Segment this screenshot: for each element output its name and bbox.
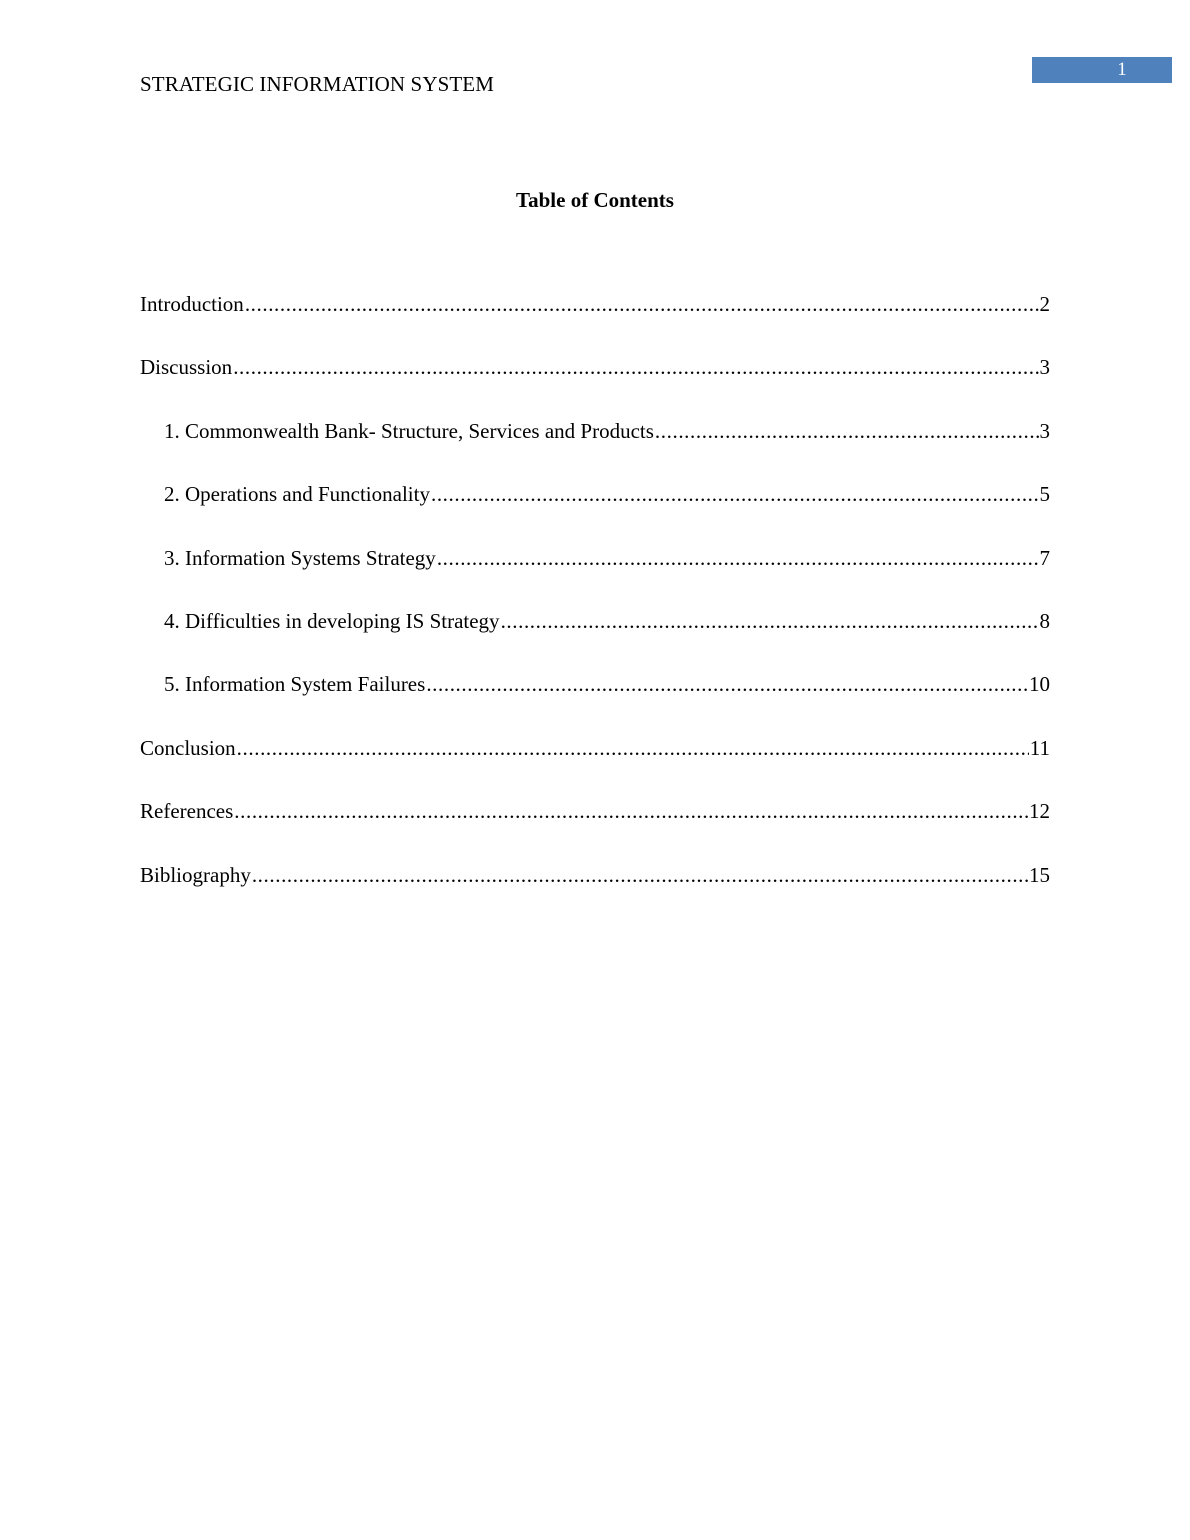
dot-leader xyxy=(437,544,1039,572)
dot-leader xyxy=(245,290,1039,318)
toc-entry-label: References xyxy=(140,799,234,824)
toc-title: Table of Contents xyxy=(516,188,674,212)
toc-entry-conclusion[interactable] xyxy=(140,734,1050,797)
running-header: STRATEGIC INFORMATION SYSTEM xyxy=(140,72,494,96)
toc-entry-label: 1. Commonwealth Bank- Structure, Services and Products xyxy=(164,418,654,443)
toc-entry-page: 5 xyxy=(1039,482,1050,507)
toc-entry-label: 3. Information Systems Strategy xyxy=(164,545,436,570)
dot-leader xyxy=(431,480,1039,508)
dot-leader xyxy=(655,417,1039,445)
table-of-contents xyxy=(140,290,1050,924)
toc-entry-references[interactable] xyxy=(140,797,1050,860)
toc-entry-label: Bibliography xyxy=(140,862,251,887)
toc-entry-page: 3 xyxy=(1039,355,1050,380)
toc-entry-label: 2. Operations and Functionality xyxy=(164,482,430,507)
toc-entry-label: Discussion xyxy=(140,355,233,380)
toc-entry-failures[interactable] xyxy=(140,670,1050,733)
dot-leader xyxy=(501,607,1039,635)
page-number-badge xyxy=(1032,57,1172,83)
toc-entry-label: Conclusion xyxy=(140,735,236,760)
toc-entry-label: Introduction xyxy=(140,292,244,316)
toc-entry-label: 5. Information System Failures xyxy=(164,672,426,697)
dot-leader xyxy=(234,797,1028,825)
toc-entry-introduction[interactable] xyxy=(140,290,1050,353)
toc-entry-commonwealth-bank[interactable] xyxy=(140,417,1050,480)
dot-leader xyxy=(237,734,1029,762)
toc-entry-label: 4. Difficulties in developing IS Strategy xyxy=(164,608,500,633)
toc-entry-page: 10 xyxy=(1029,672,1050,697)
toc-entry-is-strategy[interactable] xyxy=(140,544,1050,607)
dot-leader xyxy=(426,670,1028,698)
toc-entry-operations[interactable] xyxy=(140,480,1050,543)
toc-entry-page: 12 xyxy=(1029,799,1050,824)
toc-entry-discussion[interactable] xyxy=(140,353,1050,416)
toc-entry-page: 7 xyxy=(1039,545,1050,570)
dot-leader xyxy=(252,861,1028,889)
toc-entry-page: 15 xyxy=(1029,862,1050,887)
toc-entry-page: 8 xyxy=(1039,608,1050,633)
toc-entry-page: 3 xyxy=(1039,418,1050,443)
toc-entry-page: 11 xyxy=(1029,735,1050,760)
page-number: 1 xyxy=(1117,59,1127,80)
toc-entry-page: 2 xyxy=(1039,292,1050,316)
dot-leader xyxy=(233,353,1038,381)
toc-entry-bibliography[interactable] xyxy=(140,861,1050,924)
toc-entry-difficulties[interactable] xyxy=(140,607,1050,670)
